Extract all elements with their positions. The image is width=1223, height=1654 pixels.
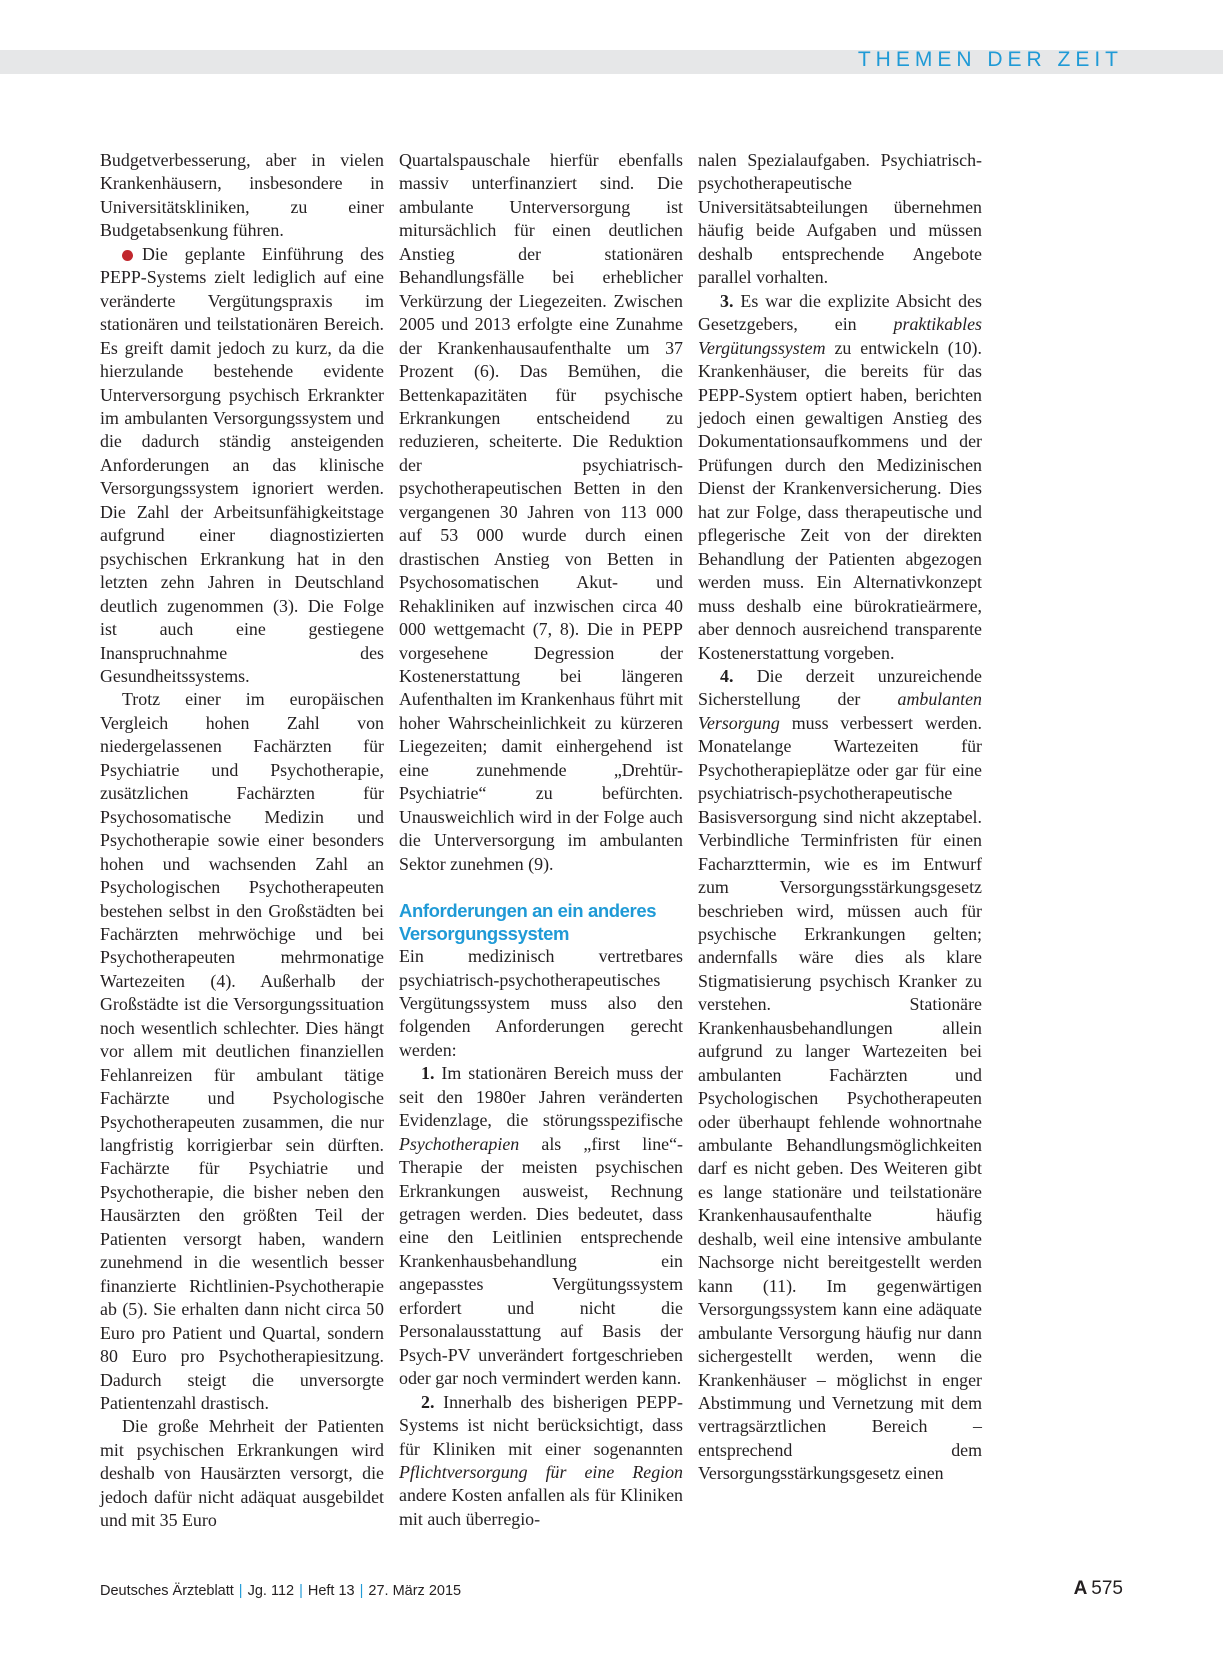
paragraph-text: Es war die explizite Absicht des Gesetzgebers, ein: [698, 290, 982, 335]
article-column-2: [399, 149, 683, 1531]
paragraph-text: als „first line“-Therapie der meisten psychischen Erkrankungen ausweist, Rechnung getragen werden. Dies bedeutet, dass eine den Leitlinien entsprechende Krankenhausbehandlung ein angepasstes Vergütungssystem erfordert und nicht die Personalausstattung auf Basis der Psych-PV unverändert fortgeschrieben oder gar noch vermindert werden kann.: [399, 1133, 683, 1389]
paragraph-text: Die derzeit unzureichende Sicherstellung der: [698, 665, 982, 710]
journal-issue: Heft 13: [307, 1583, 355, 1599]
emphasis: praktikables Vergütungssystem: [698, 314, 982, 358]
journal-name: Deutsches Ärzteblatt: [100, 1583, 234, 1599]
numbered-paragraph: [698, 665, 982, 1486]
journal-volume: Jg. 112: [247, 1583, 295, 1599]
subheading: Anforderungen an ein anderes Versorgungssystem: [399, 900, 657, 945]
paragraph-text: zu entwickeln (10). Krankenhäuser, die bereits für das PEPP-System optiert haben, berichten jedoch einen gewaltigen Anstieg des Dokumentationsaufkommens und der Prüfungen durch den Medizinischen Dienst der Krankenversicherung. Dies hat zur Folge, dass therapeutische und pflegerische Zeit von der direkten Behandlung der Patienten abgezogen werden muss. Ein Alternativkonzept muss deshalb eine bürokratieärmere, aber dennoch ausreichend transparente Kostenerstattung vorgeben.: [698, 337, 982, 663]
article-column-1: [100, 149, 384, 1533]
page-number: [1074, 1578, 1123, 1600]
paragraph: Ein medizinisch vertretbares psychiatrisch-psychotherapeutisches Vergütungssystem muss also den folgenden Anforderungen gerecht werden:: [399, 946, 683, 1060]
emphasis: ambulanten Versorgung: [698, 689, 982, 733]
numbered-paragraph: [399, 1391, 683, 1532]
item-number: 3.: [720, 290, 734, 311]
emphasis: Psychotherapien: [399, 1133, 520, 1154]
item-number: 1.: [421, 1063, 435, 1084]
paragraph: Budgetverbesserung, aber in vielen Krankenhäusern, insbesondere in Universitätskliniken, zu einer Budgetabsenkung führen.: [100, 150, 384, 241]
numbered-paragraph: [698, 290, 982, 665]
paragraph-text: Die geplante Einführung des PEPP-Systems zielt lediglich auf eine veränderte Vergütungspraxis im stationären und teilstationären Bereich. Es greift damit jedoch zu kurz, da die hierzulande bestehende evidente Unterversorgung psychisch Erkrankter im ambulanten Versorgungssystem und die dadurch ständig ansteigenden Anforderungen an das klinische Versorgungssystem ignoriert werden. Die Zahl der Arbeitsunfähigkeitstage aufgrund einer diagnostizierten psychischen Erkrankung hat in den letzten zehn Jahren in Deutschland deutlich zugenommen (3). Die Folge ist auch eine gestiegene Inanspruchnahme des Gesundheitssystems.: [100, 243, 384, 686]
paragraph: Die große Mehrheit der Patienten mit psychischen Erkrankungen wird deshalb von Hausärzten versorgt, die jedoch dafür nicht adäquat ausgebildet und mit 35 Euro: [100, 1416, 384, 1531]
divider: |: [359, 1583, 364, 1599]
paragraph: Trotz einer im europäischen Vergleich hohen Zahl von niedergelassenen Fachärzten für Psychiatrie und Psychotherapie, zusätzlichen Fachärzten für Psychosomatische Medizin und Psychotherapie sowie einer besonders hohen und wachsenden Zahl an Psychologischen Psychotherapeuten bestehen selbst in den Großstädten bei Fachärzten mehrwöchige und bei Psychotherapeuten mehrmonatige Wartezeiten (4). Außerhalb der Großstädte ist die Versorgungssituation noch wesentlich schlechter. Dies hängt vor allem mit deutlichen finanziellen Fehlanreizen für ambulant tätige Fachärzte und Psychologische Psychotherapeuten zusammen, die nur langfristig korrigierbar sein dürften. Fachärzte für Psychiatrie und Psychotherapie, die bisher neben den Hausärzten den größten Teil der Patienten versorgt haben, wandern zunehmend in die wesentlich besser finanzierte Richtlinien-Psychotherapie ab (5). Sie erhalten dann nicht circa 50 Euro pro Patient und Quartal, sondern 80 Euro pro Psychotherapiesitzung. Dadurch steigt die unversorgte Patientenzahl drastisch.: [100, 689, 384, 1414]
numbered-paragraph: [399, 1062, 683, 1390]
item-number: 2.: [421, 1391, 435, 1412]
paragraph-text: Innerhalb des bisherigen PEPP-Systems ist nicht berücksichtigt, dass für Kliniken mit einer sogenannten: [399, 1391, 683, 1459]
page-number-value: 575: [1091, 1578, 1123, 1599]
article-column-3: [698, 149, 982, 1486]
emphasis: Pflichtversorgung für eine Region: [399, 1462, 683, 1483]
paragraph: nalen Spezialaufgaben. Psychiatrisch-psychotherapeutische Universitätsabteilungen übernehmen häufig beide Aufgaben und müssen deshalb entsprechende Angebote parallel vorhalten.: [698, 150, 982, 288]
section-title: THEMEN DER ZEIT: [857, 48, 1123, 71]
bullet-icon: [122, 250, 133, 261]
issue-date: 27. März 2015: [368, 1583, 462, 1599]
paragraph-text: Im stationären Bereich muss der seit den 1980er Jahren veränderten Evidenzlage, die störungsspezifische: [399, 1063, 683, 1131]
divider: |: [238, 1583, 243, 1599]
section-letter: A: [1073, 1578, 1088, 1599]
divider: |: [299, 1583, 303, 1599]
footer-citation: [100, 1583, 461, 1599]
paragraph: Quartalspauschale hierfür ebenfalls massiv unterfinanziert sind. Die ambulante Unterversorgung ist mitursächlich für einen deutlichen Anstieg der stationären Behandlungsfälle bei erheblicher Verkürzung der Liegezeiten. Zwischen 2005 und 2013 erfolgte eine Zunahme der Krankenhausaufenthalte um 37 Prozent (6). Das Bemühen, die Bettenkapazitäten für psychische Erkrankungen entscheidend zu reduzieren, scheiterte. Die Reduktion der psychiatrisch-psychotherapeutischen Betten in den vergangenen 30 Jahren von 113 000 auf 53 000 wurde durch einen drastischen Anstieg von Betten in Psychosomatischen Akut- und Rehakliniken auf inzwischen circa 40 000 wettgemacht (7, 8). Die in PEPP vorgesehene Degression der Kostenerstattung bei längeren Aufenthalten im Krankenhaus führt mit hoher Wahrscheinlichkeit zu kürzeren Liegezeiten; damit einhergehend ist eine zunehmende „Drehtür-Psychiatrie“ zu befürchten. Unausweichlich wird in der Folge auch die Unterversorgung im ambulanten Sektor zunehmen (9).: [399, 150, 683, 874]
paragraph-text: andere Kosten anfallen als für Kliniken mit auch überregio-: [399, 1485, 683, 1529]
paragraph-text: muss verbessert werden. Monatelange Wartezeiten für Psychotherapieplätze oder gar für eine psychiatrisch-psychotherapeutische Basisversorgung sind nicht akzeptabel. Verbindliche Terminfristen für einen Facharzttermin, wie es im Entwurf zum Versorgungsstärkungsgesetz beschrieben wird, müssen auch für psychische Erkrankungen gelten; andernfalls wäre dies als klare Stigmatisierung psychisch Kranker zu verstehen. Stationäre Krankenhausbehandlungen allein aufgrund zu langer Wartezeiten bei ambulanten Fachärzten und Psychologischen Psychotherapeuten oder überhaupt fehlende wohnortnahe ambulante Behandlungsmöglichkeiten darf es nicht geben. Des Weiteren gibt es lange stationäre und teilstationäre Krankenhausaufenthalte häufig deshalb, weil eine intensive ambulante Nachsorge nicht bereitgestellt werden kann (11). Im gegenwärtigen Versorgungssystem kann eine adäquate ambulante Versorgung häufig nur dann sichergestellt werden, wenn die Krankenhäuser – möglichst in enger Abstimmung und Vernetzung mit dem vertragsärztlichen Bereich – entsprechend dem Versorgungsstärkungsgesetz einen: [698, 712, 982, 1484]
item-number: 4.: [720, 665, 734, 686]
bullet-paragraph: [100, 243, 384, 689]
